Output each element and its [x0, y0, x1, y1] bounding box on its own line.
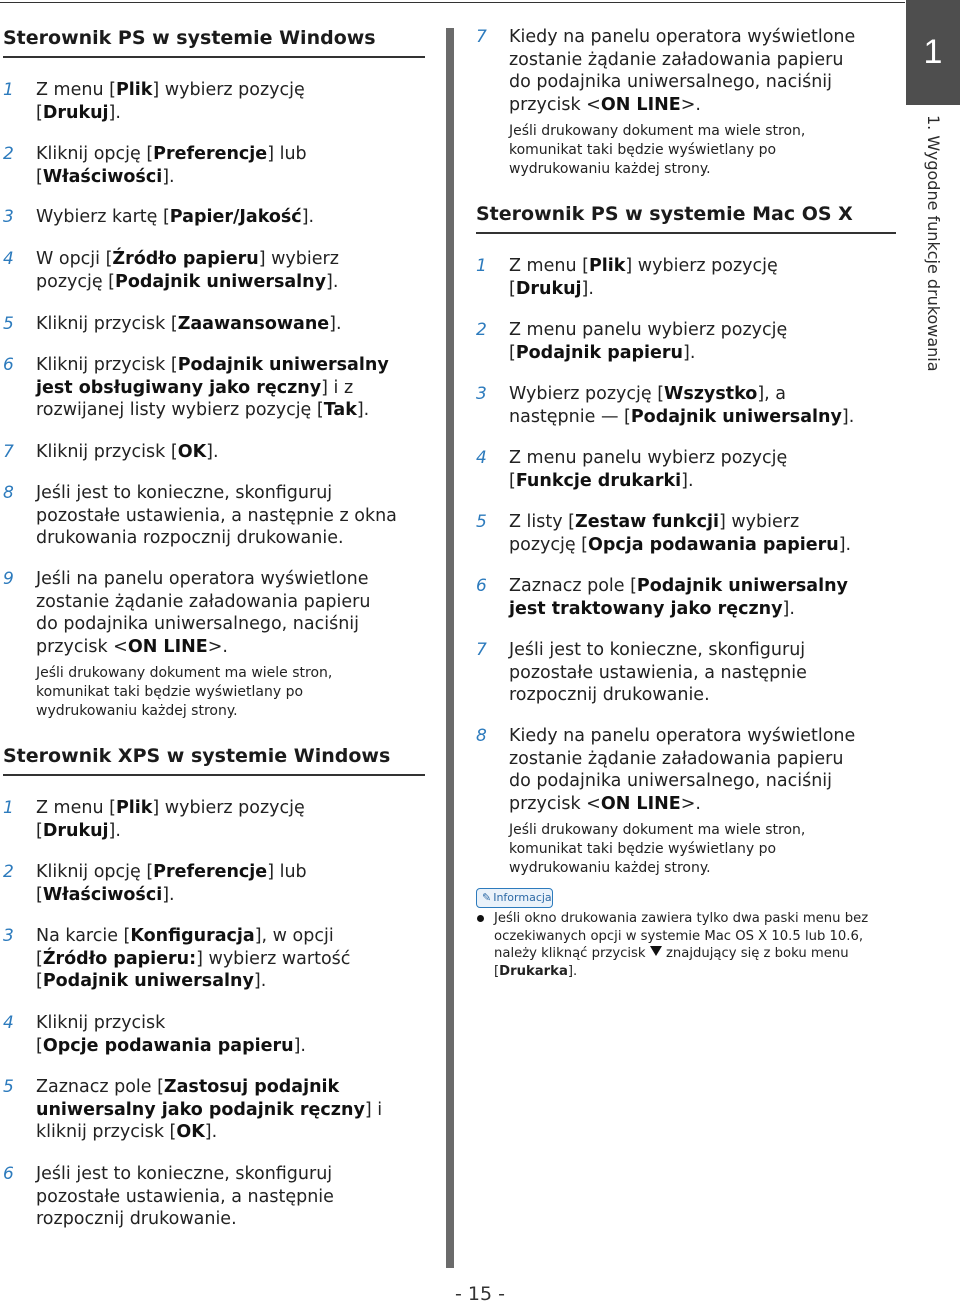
step-text: Z listy [Zestaw funkcji] wybierz pozycję [Opcja podawania papieru]. — [509, 512, 852, 555]
step-number: 8 — [476, 726, 487, 746]
step-text: Jeśli jest to konieczne, skonfiguruj pozostałe ustawienia, a następnie z okna drukowania rozpocznij drukowanie. — [36, 483, 397, 549]
step-text: Kiedy na panelu operatora wyświetlone zostanie żądanie załadowania papieru do podajnika uniwersalnego, naciśnij przycisk <ON LINE>. Jeśli drukowany dokument ma wiele stron, komunikat taki będzie wyświetlany po wydrukowaniu każdej strony. — [509, 726, 856, 877]
section-heading-ps-windows: Sterownik PS w systemie Windows — [3, 27, 425, 58]
step-number: 6 — [476, 576, 487, 596]
info-badge-label: Informacja — [493, 891, 552, 904]
section-heading-xps-windows: Sterownik XPS w systemie Windows — [3, 745, 425, 776]
step-number: 2 — [476, 320, 487, 340]
step-text: Z menu [Plik] wybierz pozycję [Drukuj]. — [36, 80, 305, 123]
step-text: Wybierz kartę [Papier/Jakość]. — [36, 207, 315, 227]
step-text: Z menu [Plik] wybierz pozycję [Drukuj]. — [509, 256, 778, 299]
step-text: Kiedy na panelu operatora wyświetlone zostanie żądanie załadowania papieru do podajnika uniwersalnego, naciśnij przycisk <ON LINE>. Jeśli drukowany dokument ma wiele stron, komunikat taki będzie wyświetlany po wydrukowaniu każdej strony. — [509, 27, 856, 178]
step-text: Kliknij przycisk [Podajnik uniwersalny jest obsługiwany jako ręczny] i z rozwijanej listy wybierz pozycję [Tak]. — [36, 355, 389, 421]
step-text: Kliknij przycisk [Zaawansowane]. — [36, 314, 342, 334]
step-text: Z menu panelu wybierz pozycję [Funkcje drukarki]. — [509, 448, 788, 491]
step-text: Kliknij przycisk [OK]. — [36, 442, 219, 462]
step-number: 9 — [3, 569, 14, 589]
info-badge — [476, 888, 553, 908]
step-number: 2 — [3, 862, 14, 882]
step-number: 3 — [476, 384, 487, 404]
step-number: 5 — [3, 314, 14, 334]
section-heading-ps-mac: Sterownik PS w systemie Mac OS X — [476, 203, 896, 234]
info-line-2: oczekiwanych opcji w systemie Mac OS X 10.5 lub 10.6, — [494, 928, 864, 944]
info-line-3b: znajdujący się z boku menu — [661, 946, 849, 961]
step-number: 5 — [476, 512, 487, 532]
step-number: 7 — [3, 442, 14, 462]
step-text: Zaznacz pole [Podajnik uniwersalny jest traktowany jako ręczny]. — [509, 576, 848, 619]
step-number: 4 — [476, 448, 487, 468]
step-number: 1 — [3, 80, 14, 100]
step-number: 7 — [476, 27, 487, 47]
step-number: 2 — [3, 144, 14, 164]
step-number: 6 — [3, 1164, 14, 1184]
step-text: Wybierz pozycję [Wszystko], a następnie — [Podajnik uniwersalny]. — [509, 384, 855, 427]
step-number: 3 — [3, 207, 14, 227]
info-line-4: Drukarka — [499, 963, 568, 979]
step-text: Jeśli jest to konieczne, skonfiguruj pozostałe ustawienia, a następnie rozpocznij drukowanie. — [509, 640, 807, 706]
step-text: Jeśli na panelu operatora wyświetlone zostanie żądanie załadowania papieru do podajnika uniwersalnego, naciśnij przycisk <ON LINE>. Jeśli drukowany dokument ma wiele stron, komunikat taki będzie wyświetlany po wydrukowaniu każdej strony. — [36, 569, 371, 720]
step-text: Z menu [Plik] wybierz pozycję [Drukuj]. — [36, 798, 305, 841]
step-text: Kliknij opcję [Preferencje] lub [Właściwości]. — [36, 144, 307, 187]
step-text: W opcji [Źródło papieru] wybierz pozycję [Podajnik uniwersalny]. — [36, 249, 339, 292]
chapter-tab-number: 1 — [906, 0, 960, 105]
info-line-3a: należy kliknąć przycisk — [494, 946, 650, 961]
step-number: 3 — [3, 926, 14, 946]
step-text: Zaznacz pole [Zastosuj podajnik uniwersalny jako podajnik ręczny] i kliknij przycisk [OK]. — [36, 1077, 383, 1143]
column-divider — [446, 28, 454, 1268]
step-number: 1 — [476, 256, 487, 276]
step-number: 4 — [3, 249, 14, 269]
step-number: 1 — [3, 798, 14, 818]
step-number: 6 — [3, 355, 14, 375]
triangle-down-icon — [650, 946, 662, 956]
info-note-text: Jeśli okno drukowania zawiera tylko dwa paski menu bez oczekiwanych opcji w systemie Mac OS X 10.5 lub 10.6, należy kliknąć przycisk znajdujący się z boku menu [Drukarka]. — [494, 911, 869, 979]
top-rule — [0, 2, 905, 3]
step-number: 5 — [3, 1077, 14, 1097]
step-text: Kliknij opcję [Preferencje] lub [Właściwości]. — [36, 862, 307, 905]
step-number: 4 — [3, 1013, 14, 1033]
pencil-icon: ✎ — [482, 891, 492, 904]
page-number: - 15 - — [455, 1283, 505, 1305]
step-number: 8 — [3, 483, 14, 503]
step-text: Na karcie [Konfiguracja], w opcji [Źródło papieru:] wybierz wartość [Podajnik uniwersalny]. — [36, 926, 351, 992]
step-number: 7 — [476, 640, 487, 660]
bullet-dot-icon — [477, 915, 484, 922]
step-text: Z menu panelu wybierz pozycję [Podajnik papieru]. — [509, 320, 788, 363]
chapter-tab-label: 1. Wygodne funkcje drukowania — [924, 115, 943, 372]
step-text: Jeśli jest to konieczne, skonfiguruj pozostałe ustawienia, a następnie rozpocznij drukowanie. — [36, 1164, 334, 1230]
info-line-1: Jeśli okno drukowania zawiera tylko dwa paski menu bez — [494, 911, 869, 926]
step-text: Kliknij przycisk [Opcje podawania papieru]. — [36, 1013, 306, 1056]
